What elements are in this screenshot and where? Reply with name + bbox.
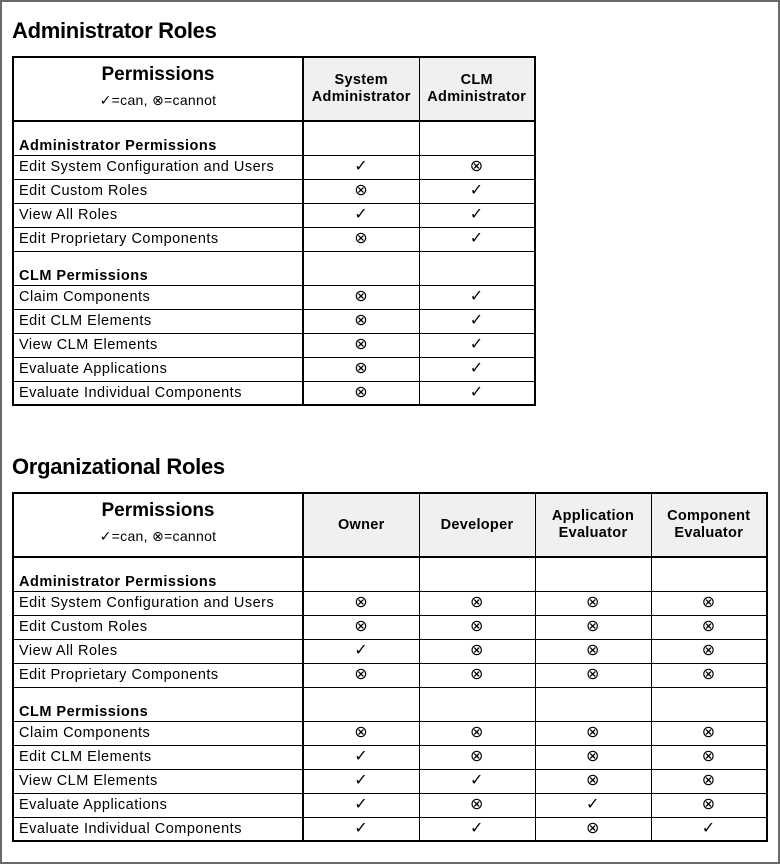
permission-cell (419, 769, 535, 793)
group-empty-cell (419, 121, 535, 155)
permission-cell (419, 793, 535, 817)
permission-cell (651, 769, 767, 793)
cannot-icon: ⊗ (354, 383, 369, 401)
permission-row (13, 333, 535, 357)
permission-cell (419, 591, 535, 615)
cannot-icon: ⊗ (701, 642, 716, 659)
permission-cell (303, 179, 419, 203)
org-roles-section (12, 454, 768, 842)
cannot-icon: ⊗ (470, 748, 484, 765)
permissions-title: Permissions (101, 500, 215, 521)
permissions-header (13, 57, 303, 121)
permission-label: Evaluate Individual Components (13, 817, 303, 841)
permission-row (13, 203, 535, 227)
cannot-icon: ⊗ (470, 796, 484, 813)
permission-cell (303, 203, 419, 227)
permission-cell (535, 663, 651, 687)
permission-cell (303, 285, 419, 309)
legend-cannot: ⊗=cannot (152, 92, 217, 108)
admin-roles-section (12, 18, 536, 406)
permission-label: View All Roles (13, 639, 303, 663)
cannot-icon: ⊗ (586, 748, 600, 765)
cannot-icon: ⊗ (354, 666, 369, 683)
permission-row (13, 357, 535, 381)
checkmark-icon: ✓ (354, 206, 369, 223)
cannot-icon: ⊗ (354, 312, 369, 329)
org-roles-title: Organizational Roles (12, 454, 225, 479)
group-label: CLM Permissions (13, 251, 303, 285)
permission-cell (651, 615, 767, 639)
checkmark-icon: ✓ (586, 796, 600, 813)
permission-cell (651, 817, 767, 841)
permission-label: Edit System Configuration and Users (13, 591, 303, 615)
admin-roles-title: Administrator Roles (12, 18, 217, 43)
header-row (13, 57, 535, 121)
group-empty-cell (303, 121, 419, 155)
org-roles-table (12, 492, 768, 842)
permission-cell (303, 639, 419, 663)
checkmark-icon: ✓ (470, 819, 484, 837)
header-row (13, 493, 767, 557)
cannot-icon: ⊗ (469, 158, 484, 175)
group-empty-cell (419, 687, 535, 721)
permissions-legend (14, 92, 302, 109)
cannot-icon: ⊗ (586, 819, 600, 837)
group-row (13, 121, 535, 155)
permission-row (13, 179, 535, 203)
checkmark-icon: ✓ (469, 312, 484, 329)
permission-row (13, 591, 767, 615)
permission-cell (303, 309, 419, 333)
permission-label: Edit CLM Elements (13, 309, 303, 333)
permission-cell (651, 745, 767, 769)
permission-cell (303, 333, 419, 357)
role-column-header: CLM Administrator (419, 57, 535, 121)
permission-row (13, 285, 535, 309)
permission-cell (419, 615, 535, 639)
checkmark-icon: ✓ (701, 819, 716, 837)
permission-label: Evaluate Individual Components (13, 381, 303, 405)
permission-row (13, 745, 767, 769)
group-empty-cell (535, 557, 651, 591)
checkmark-icon: ✓ (469, 383, 484, 401)
permission-label: View CLM Elements (13, 769, 303, 793)
cannot-icon: ⊗ (470, 724, 484, 741)
permission-cell (651, 721, 767, 745)
permission-row (13, 663, 767, 687)
group-empty-cell (303, 687, 419, 721)
permission-cell (303, 227, 419, 251)
cannot-icon: ⊗ (354, 182, 369, 199)
permission-cell (419, 309, 535, 333)
checkmark-icon: ✓ (354, 748, 369, 765)
group-label: Administrator Permissions (13, 121, 303, 155)
permission-cell (419, 333, 535, 357)
cannot-icon: ⊗ (586, 594, 600, 611)
permission-row (13, 639, 767, 663)
cannot-icon: ⊗ (701, 618, 716, 635)
checkmark-icon: ✓ (354, 642, 369, 659)
legend-can: ✓=can, (99, 528, 148, 544)
permission-label: Claim Components (13, 285, 303, 309)
cannot-icon: ⊗ (701, 796, 716, 813)
cannot-icon: ⊗ (586, 666, 600, 683)
checkmark-icon: ✓ (469, 336, 484, 353)
cannot-icon: ⊗ (354, 288, 369, 305)
checkmark-icon: ✓ (354, 772, 369, 789)
permission-cell (303, 769, 419, 793)
cannot-icon: ⊗ (586, 772, 600, 789)
cannot-icon: ⊗ (586, 724, 600, 741)
cannot-icon: ⊗ (354, 594, 369, 611)
permission-row (13, 721, 767, 745)
group-empty-cell (535, 687, 651, 721)
group-row (13, 557, 767, 591)
role-column-header: Application Evaluator (535, 493, 651, 557)
permission-cell (419, 817, 535, 841)
permission-label: Edit CLM Elements (13, 745, 303, 769)
permission-cell (419, 203, 535, 227)
permissions-title: Permissions (101, 64, 215, 85)
permission-label: Claim Components (13, 721, 303, 745)
cannot-icon: ⊗ (701, 748, 716, 765)
permission-cell (303, 381, 419, 405)
permission-cell (419, 381, 535, 405)
cannot-icon: ⊗ (354, 618, 369, 635)
permission-cell (419, 357, 535, 381)
permission-row (13, 155, 535, 179)
permission-label: View CLM Elements (13, 333, 303, 357)
permission-cell (303, 721, 419, 745)
group-empty-cell (651, 687, 767, 721)
group-row (13, 687, 767, 721)
checkmark-icon: ✓ (469, 230, 484, 247)
checkmark-icon: ✓ (469, 288, 484, 305)
permission-cell (535, 591, 651, 615)
permission-cell (651, 639, 767, 663)
permission-cell (419, 155, 535, 179)
legend-can: ✓=can, (99, 92, 148, 108)
checkmark-icon: ✓ (354, 796, 369, 813)
cannot-icon: ⊗ (470, 666, 484, 683)
permission-cell (419, 721, 535, 745)
cannot-icon: ⊗ (470, 618, 484, 635)
group-label: Administrator Permissions (13, 557, 303, 591)
cannot-icon: ⊗ (354, 336, 369, 353)
permission-cell (419, 285, 535, 309)
permission-cell (651, 591, 767, 615)
checkmark-icon: ✓ (470, 772, 484, 789)
permission-cell (303, 745, 419, 769)
role-column-header: System Administrator (303, 57, 419, 121)
permission-cell (419, 179, 535, 203)
role-column-header: Owner (303, 493, 419, 557)
permission-label: View All Roles (13, 203, 303, 227)
permission-row (13, 381, 535, 405)
role-column-header: Developer (419, 493, 535, 557)
permission-cell (303, 615, 419, 639)
permission-cell (303, 663, 419, 687)
group-empty-cell (303, 251, 419, 285)
permission-row (13, 615, 767, 639)
cannot-icon: ⊗ (586, 618, 600, 635)
group-empty-cell (419, 557, 535, 591)
role-column-header: Component Evaluator (651, 493, 767, 557)
permission-label: Edit System Configuration and Users (13, 155, 303, 179)
permissions-header (13, 493, 303, 557)
permission-label: Edit Proprietary Components (13, 663, 303, 687)
permission-cell (535, 639, 651, 663)
permission-cell (419, 227, 535, 251)
permission-cell (535, 769, 651, 793)
cannot-icon: ⊗ (354, 360, 369, 377)
permission-cell (303, 155, 419, 179)
admin-roles-table (12, 56, 536, 406)
permission-cell (303, 357, 419, 381)
permission-cell (651, 663, 767, 687)
permission-row (13, 227, 535, 251)
permission-cell (651, 793, 767, 817)
permission-cell (535, 615, 651, 639)
permission-row (13, 769, 767, 793)
permission-cell (419, 663, 535, 687)
permission-row (13, 793, 767, 817)
group-label: CLM Permissions (13, 687, 303, 721)
permissions-legend (14, 528, 302, 545)
permission-label: Edit Custom Roles (13, 179, 303, 203)
permission-label: Edit Custom Roles (13, 615, 303, 639)
cannot-icon: ⊗ (586, 642, 600, 659)
cannot-icon: ⊗ (701, 666, 716, 683)
permission-cell (419, 639, 535, 663)
permission-label: Evaluate Applications (13, 793, 303, 817)
group-empty-cell (303, 557, 419, 591)
cannot-icon: ⊗ (701, 724, 716, 741)
cannot-icon: ⊗ (354, 724, 369, 741)
cannot-icon: ⊗ (470, 642, 484, 659)
checkmark-icon: ✓ (354, 158, 369, 175)
permission-cell (419, 745, 535, 769)
checkmark-icon: ✓ (469, 182, 484, 199)
permission-cell (303, 793, 419, 817)
checkmark-icon: ✓ (469, 206, 484, 223)
permission-cell (535, 721, 651, 745)
group-row (13, 251, 535, 285)
legend-cannot: ⊗=cannot (152, 528, 217, 544)
permission-label: Edit Proprietary Components (13, 227, 303, 251)
permission-cell (303, 591, 419, 615)
cannot-icon: ⊗ (354, 230, 369, 247)
permission-row (13, 817, 767, 841)
cannot-icon: ⊗ (470, 594, 484, 611)
permission-row (13, 309, 535, 333)
checkmark-icon: ✓ (469, 360, 484, 377)
group-empty-cell (419, 251, 535, 285)
permission-cell (535, 793, 651, 817)
cannot-icon: ⊗ (701, 594, 716, 611)
permission-label: Evaluate Applications (13, 357, 303, 381)
checkmark-icon: ✓ (354, 819, 369, 837)
permission-cell (303, 817, 419, 841)
cannot-icon: ⊗ (701, 772, 716, 789)
permission-cell (535, 745, 651, 769)
permission-cell (535, 817, 651, 841)
group-empty-cell (651, 557, 767, 591)
